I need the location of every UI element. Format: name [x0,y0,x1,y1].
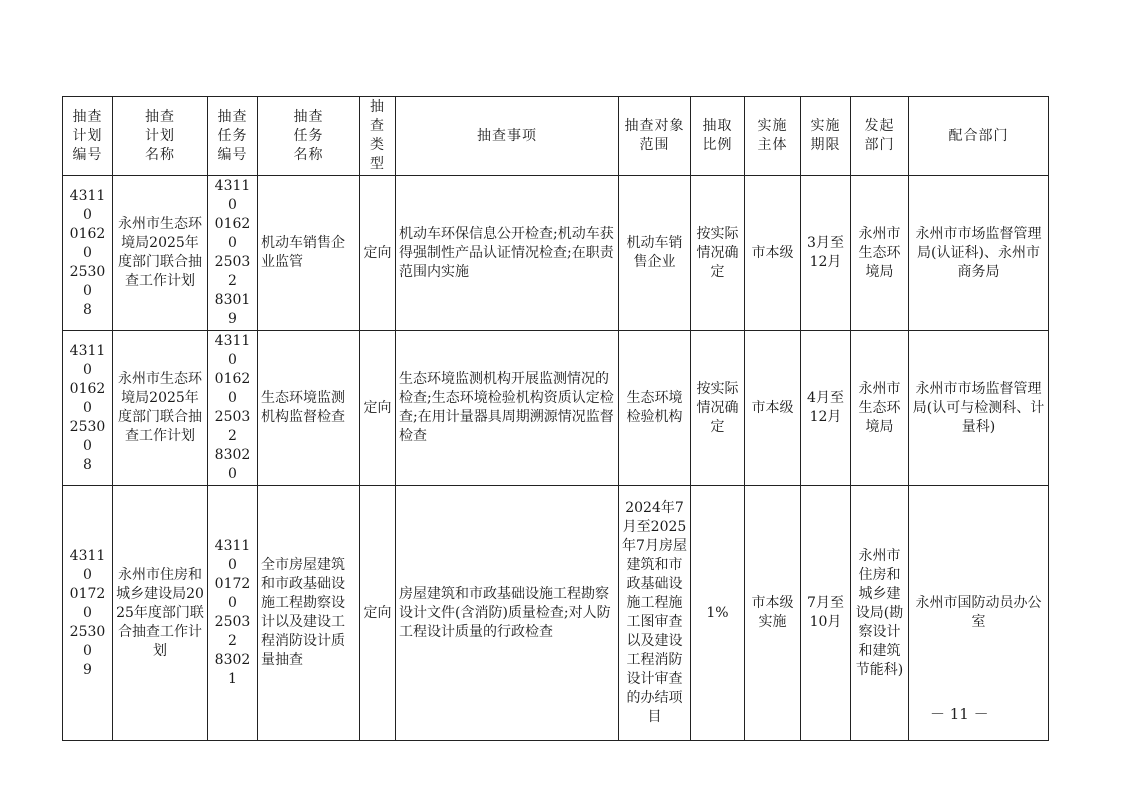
header-type: 抽查 类型 [360,97,396,176]
ratio-cell: 按实际情况确定 [691,331,745,486]
header-plan-name: 抽查 计划 名称 [113,97,208,176]
plan-no-cell: 43110 01620 25300 8 [63,331,113,486]
plan-name-cell: 永州市住房和城乡建设局2025年度部门联合抽查工作计划 [113,486,208,741]
type-cell: 定向 [360,176,396,331]
table-row [63,331,1049,486]
scope-cell: 机动车销售企业 [619,176,691,331]
items-cell: 生态环境监测机构开展监测情况的检查;生态环境检验机构资质认定检查;在用计量器具周期溯源情况监督检查 [396,331,619,486]
type-cell: 定向 [360,331,396,486]
header-scope: 抽查对象 范围 [619,97,691,176]
task-no-cell: 43110 01720 25032 83021 [208,486,258,741]
plan-name-cell: 永州市生态环境局2025年度部门联合抽查工作计划 [113,331,208,486]
header-body: 实施 主体 [745,97,801,176]
task-name-cell: 机动车销售企业监管 [258,176,360,331]
table-row [63,486,1049,741]
type-cell: 定向 [360,486,396,741]
task-name-cell: 生态环境监测机构监督检查 [258,331,360,486]
plan-no-cell: 43110 01720 25300 9 [63,486,113,741]
page-number: － 11 － [930,705,989,723]
header-items: 抽查事项 [396,97,619,176]
items-cell: 机动车环保信息公开检查;机动车获得强制性产品认证情况检查;在职责范围内实施 [396,176,619,331]
partner-cell: 永州市国防动员办公室 [909,486,1049,741]
task-no-cell: 43110 01620 25032 83019 [208,176,258,331]
header-dept: 发起 部门 [851,97,909,176]
plan-no-cell: 43110 01620 25300 8 [63,176,113,331]
dept-cell: 永州市住房和城乡建设局(勘察设计和建筑节能科) [851,486,909,741]
dept-cell: 永州市生态环境局 [851,176,909,331]
scope-cell: 2024年7月至2025年7月房屋建筑和市政基础设施工程施工图审查以及建设工程消防设计审查的办结项目 [619,486,691,741]
partner-cell: 永州市市场监督管理局(认证科)、永州市商务局 [909,176,1049,331]
header-ratio: 抽取 比例 [691,97,745,176]
dept-cell: 永州市生态环境局 [851,331,909,486]
header-task-name: 抽查 任务 名称 [258,97,360,176]
partner-cell: 永州市市场监督管理局(认可与检测科、计量科) [909,331,1049,486]
task-name-cell: 全市房屋建筑和市政基础设施工程勘察设计以及建设工程消防设计质量抽查 [258,486,360,741]
body-cell: 市本级 [745,331,801,486]
ratio-cell: 按实际情况确定 [691,176,745,331]
ratio-cell: 1% [691,486,745,741]
task-no-cell: 43110 01620 25032 83020 [208,331,258,486]
header-period: 实施 期限 [801,97,851,176]
body-cell: 市本级 [745,176,801,331]
period-cell: 7月至 10月 [801,486,851,741]
items-cell: 房屋建筑和市政基础设施工程勘察设计文件(含消防)质量检查;对人防工程设计质量的行政检查 [396,486,619,741]
table-header-row [63,97,1049,176]
scope-cell: 生态环境检验机构 [619,331,691,486]
table-row [63,176,1049,331]
body-cell: 市本级实施 [745,486,801,741]
period-cell: 3月至 12月 [801,176,851,331]
header-task-no: 抽查 任务 编号 [208,97,258,176]
header-partner: 配合部门 [909,97,1049,176]
header-plan-no: 抽查 计划 编号 [63,97,113,176]
plan-name-cell: 永州市生态环境局2025年度部门联合抽查工作计划 [113,176,208,331]
inspection-table [62,96,1049,741]
period-cell: 4月至 12月 [801,331,851,486]
